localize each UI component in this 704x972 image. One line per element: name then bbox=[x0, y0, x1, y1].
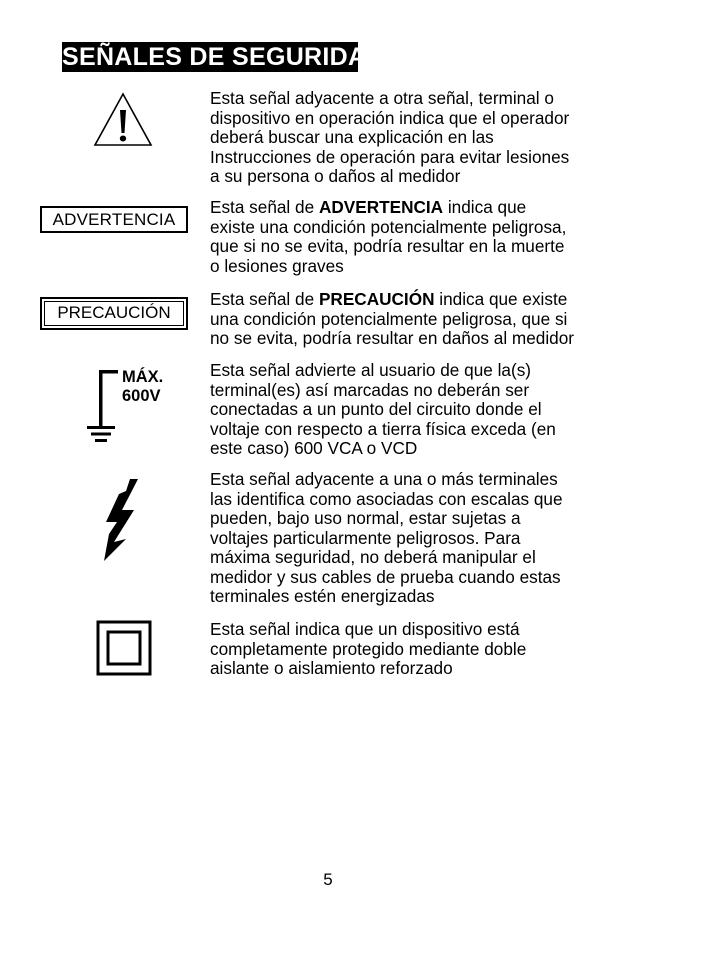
entry-double-insulation-text bbox=[210, 620, 630, 679]
text-line: Instrucciones de operación para evitar lesiones bbox=[210, 146, 570, 167]
page-title: SEÑALES DE SEGURIDAD bbox=[62, 43, 385, 71]
text-line: dispositivo en operación indica que el operador bbox=[210, 107, 570, 128]
max-label-line: MÁX. bbox=[122, 368, 164, 386]
double-insulation-icon bbox=[96, 620, 152, 676]
text-line: voltajes particularmente peligrosos. Para bbox=[210, 527, 521, 548]
precaucion-label-box bbox=[40, 297, 188, 330]
text-line bbox=[210, 290, 630, 310]
text-line: a su persona o daños al medidor bbox=[210, 166, 461, 186]
text-prefix: Esta señal de bbox=[210, 197, 319, 217]
lightning-bolt-icon bbox=[100, 478, 142, 562]
entry-max-voltage-text bbox=[210, 361, 630, 459]
text-line: conectadas a un punto del circuito donde el bbox=[210, 399, 542, 419]
text-line: una condición potencialmente peligrosa, que si bbox=[210, 308, 568, 329]
ground-terminal-icon bbox=[86, 368, 126, 444]
text-line: existe una condición potencialmente peligrosa, bbox=[210, 216, 567, 237]
text-line: terminales estén energizadas bbox=[210, 586, 435, 606]
advertencia-bold-word: ADVERTENCIA bbox=[318, 197, 444, 217]
text-line: aislante o aislamiento reforzado bbox=[210, 658, 453, 678]
text-line: que si no se evita, podría resultar en la muerte bbox=[210, 236, 565, 256]
entry-general-warning-text bbox=[210, 89, 630, 187]
text-line: este caso) 600 VCA o VCD bbox=[210, 438, 418, 458]
text-line: medidor y sus cables de prueba cuando estas bbox=[210, 566, 561, 587]
text-line: Esta señal advierte al usuario de que la(s) bbox=[210, 360, 532, 380]
page-number: 5 bbox=[323, 870, 333, 889]
precaucion-label: PRECAUCIÓN bbox=[44, 301, 184, 326]
text-prefix: Esta señal de bbox=[210, 289, 319, 309]
text-line: Esta señal adyacente a una o más terminales bbox=[210, 469, 558, 489]
text-line: completamente protegido mediante doble bbox=[210, 638, 527, 659]
text-line: las identifica como asociadas con escalas que bbox=[210, 488, 563, 509]
text-line: pueden, bajo uso normal, estar sujetas a bbox=[210, 508, 521, 528]
entry-precaucion-text bbox=[210, 290, 630, 349]
text-line: terminal(es) así marcadas no deberán ser bbox=[210, 379, 530, 400]
advertencia-label-box: ADVERTENCIA bbox=[40, 206, 188, 233]
max-voltage-label bbox=[122, 368, 163, 406]
voltage-label-line: 600V bbox=[122, 387, 161, 405]
precaucion-bold-word: PRECAUCIÓN bbox=[318, 289, 435, 309]
text-line: máxima seguridad, no deberá manipular el bbox=[210, 547, 536, 567]
entry-advertencia-text bbox=[210, 198, 630, 276]
text-line: no se evita, podría resultar en daños al medidor bbox=[210, 328, 575, 348]
text-line: Esta señal indica que un dispositivo está bbox=[210, 619, 520, 639]
text-suffix: indica que bbox=[443, 197, 527, 217]
text-line: Esta señal adyacente a otra señal, terminal o bbox=[210, 88, 554, 108]
text-line: deberá buscar una explicación en las bbox=[210, 127, 494, 147]
text-line bbox=[210, 198, 630, 218]
text-suffix: indica que existe bbox=[434, 289, 568, 309]
entry-dangerous-voltage-text bbox=[210, 470, 630, 607]
text-line: o lesiones graves bbox=[210, 255, 344, 276]
text-line: voltaje con respecto a tierra física exceda (en bbox=[210, 418, 556, 439]
warning-triangle-icon bbox=[92, 92, 154, 148]
